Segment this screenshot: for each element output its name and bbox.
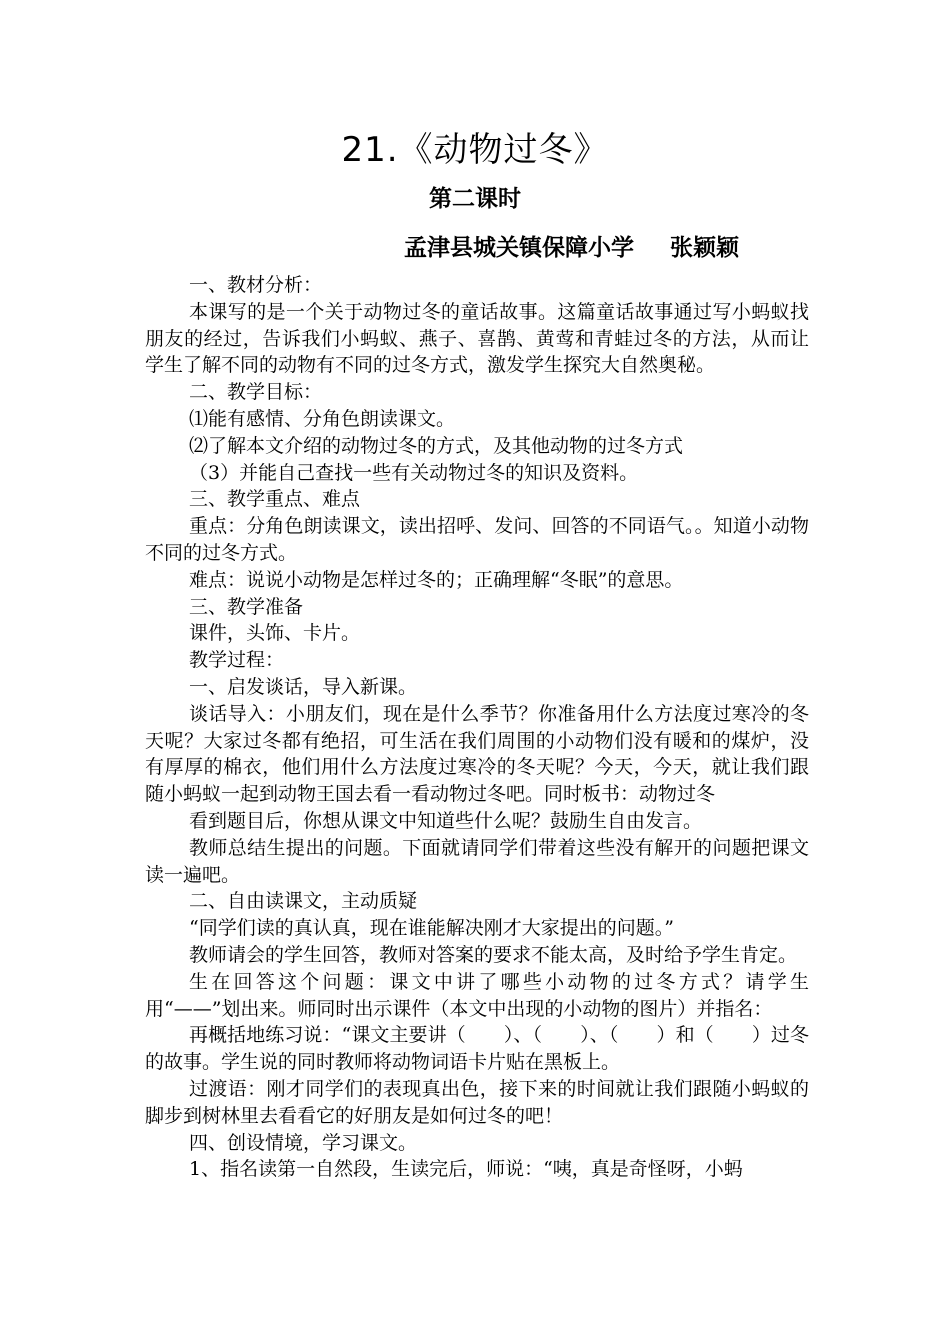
paragraph: 二、教学目标： [189,381,323,404]
paragraph: 一、教材分析： [189,274,323,296]
paragraph: （3）并能自己查找一些有关动物过冬的知识及资料。 [189,461,639,484]
paragraph: 一、启发谈话，导入新课。 [189,675,418,698]
paragraph: 重点：分角色朗读课文，读出招呼、发问、回答的不同语气。。知道小动物不同的过冬方式。 [145,515,809,564]
paragraph: 教师请会的学生回答，教师对答案的要求不能太高，及时给予学生肯定。 [189,943,798,966]
paragraph: “同学们读的真认真，现在谁能解决刚才大家提出的问题。” [189,917,674,940]
paragraph: 1、指名读第一自然段，生读完后，师说：“咦，真是奇怪呀，小蚂 [189,1158,743,1181]
paragraph: 课件，头饰、卡片。 [189,622,361,645]
document-subtitle: 第二课时 [429,186,521,212]
author-school: 孟津县城关镇保障小学 [404,235,634,261]
paragraph: 本课写的是一个关于动物过冬的童话故事。这篇童话故事通过写小蚂蚁找朋友的经过，告诉我们小蚂蚁、燕子、喜鹊、黄莺和青蛙过冬的方法，从而让学生了解不同的动物有不同的过冬方式，激发学生探究大自然奥秘。 [145,300,809,377]
paragraph: 看到题目后，你想从课文中知道些什么呢？鼓励生自由发言。 [189,809,703,832]
paragraph: 三、教学准备 [189,595,304,618]
paragraph: ⑴能有感情、分角色朗读课文。 [189,407,456,430]
paragraph: 二、自由读课文，主动质疑 [189,890,418,913]
paragraph: 难点：说说小动物是怎样过冬的；正确理解“冬眠”的意思。 [189,568,684,591]
document-title: 21.《动物过冬》 [341,130,609,170]
paragraph: ⑵了解本文介绍的动物过冬的方式，及其他动物的过冬方式 [189,434,684,457]
author-line [404,232,739,264]
paragraph: 四、创设情境，学习课文。 [189,1131,418,1154]
author-name: 张颖颖 [670,235,739,261]
paragraph: 教师总结生提出的问题。下面就请同学们带着这些没有解开的问题把课文读一遍吧。 [145,836,809,886]
paragraph: 再概括地练习说：“课文主要讲（ ）、（ ）、（ ）和（ ）过冬的故事。学生说的同时教师将动物词语卡片贴在黑板上。 [145,1024,809,1074]
paragraph: 教学过程： [189,649,285,672]
paragraph: 谈话导入：小朋友们，现在是什么季节？你准备用什么方法度过寒冷的冬天呢？大家过冬都有绝招，可生活在我们周围的小动物们没有暖和的煤炉，没有厚厚的棉衣，他们用什么方法度过寒冷的冬天呢？今天，今天，就让我们跟随小蚂蚁一起到动物王国去看一看动物过冬吧。同时板书：动物过冬 [145,702,809,806]
paragraph: 生在回答这个问题：课文中讲了哪些小动物的过冬方式？请学生用“——”划出来。师同时出示课件（本文中出现的小动物的图片）并指名： [145,970,809,1020]
paragraph: 过渡语：刚才同学们的表现真出色，接下来的时间就让我们跟随小蚂蚁的脚步到树林里去看看它的好朋友是如何过冬的吧！ [145,1077,809,1127]
paragraph: 三、教学重点、难点 [189,488,361,511]
document-body [145,272,809,1183]
